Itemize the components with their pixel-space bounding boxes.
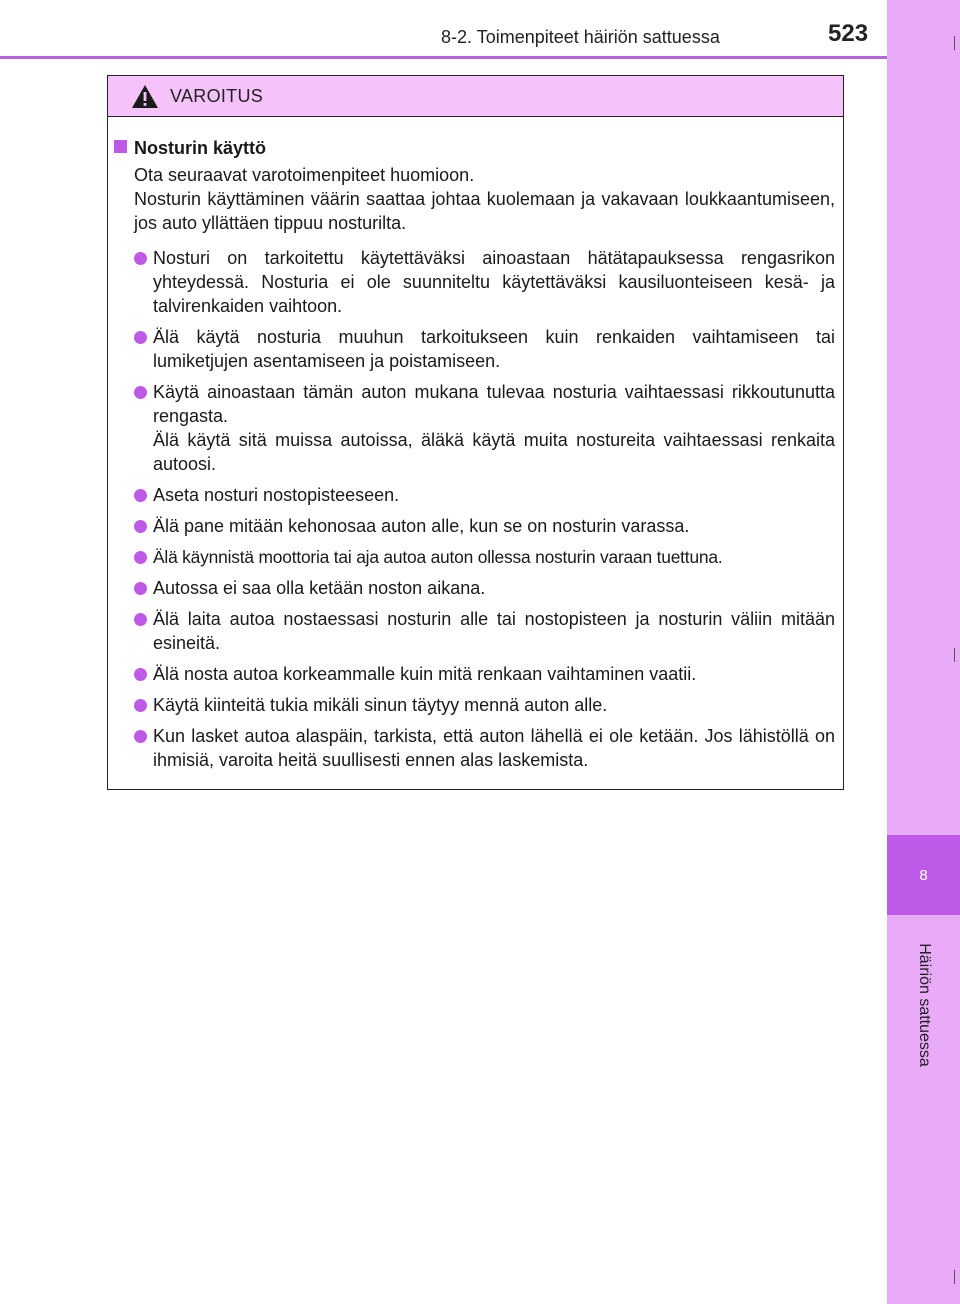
side-strip <box>887 0 960 1304</box>
section-title: 8-2. Toimenpiteet häiriön sattuessa <box>441 27 720 47</box>
list-item <box>108 662 843 686</box>
list-item <box>108 693 843 717</box>
warning-title: VAROITUS <box>170 86 264 106</box>
list-item-text: Aseta nosturi nostopisteeseen. <box>153 485 400 505</box>
bullet-dot-icon <box>134 582 147 595</box>
list-item-text: Käytä ainoastaan tämän auton mukana tulevaa nosturia vaihtaessasi rikkoutunutta rengasta. <box>153 382 835 426</box>
intro-line: Nosturin käyttäminen väärin saattaa johtaa kuolemaan ja vakavaan loukkaantumiseen, jos auto yllättäen tippuu nosturilta. <box>134 189 835 233</box>
list-item <box>108 483 843 507</box>
warning-header <box>108 76 843 117</box>
list-item-text: Älä nosta autoa korkeammalle kuin mitä renkaan vaihtaminen vaatii. <box>153 664 697 684</box>
list-item-text: Kun lasket autoa alaspäin, tarkista, että auton lähellä ei ole ketään. Jos lähistöllä on ihmisiä, varoita heitä suullisesti ennen alas laskemista. <box>153 726 835 770</box>
warning-content <box>108 136 843 772</box>
bullet-dot-icon <box>134 252 147 265</box>
bullet-dot-icon <box>134 699 147 712</box>
list-item-text: Älä laita autoa nostaessasi nosturin alle tai nostopisteen ja nosturin väliin mitään esineitä. <box>153 609 835 653</box>
list-item <box>108 325 843 373</box>
list-item <box>108 380 843 476</box>
warning-triangle-icon <box>131 84 159 109</box>
warning-heading-text: Nosturin käyttö <box>134 138 267 158</box>
list-item <box>108 576 843 600</box>
trim-mark <box>954 648 955 662</box>
list-item <box>108 607 843 655</box>
list-item-text: Älä käytä sitä muissa autoissa, äläkä käytä muita nostureita vaihtaessasi renkaita autoosi. <box>153 430 835 474</box>
list-item-text: Älä käytä nosturia muuhun tarkoitukseen kuin renkaiden vaihtamiseen tai lumiketjujen asentamiseen ja poistamiseen. <box>153 327 835 371</box>
bullet-dot-icon <box>134 331 147 344</box>
warning-box <box>107 75 844 790</box>
list-item <box>108 724 843 772</box>
bullet-dot-icon <box>134 386 147 399</box>
list-item-text: Älä pane mitään kehonosaa auton alle, kun se on nosturin varassa. <box>153 516 690 536</box>
bullet-dot-icon <box>134 613 147 626</box>
list-item <box>108 246 843 318</box>
bullet-dot-icon <box>134 551 147 564</box>
list-item <box>108 545 843 569</box>
list-item-text: Autossa ei saa olla ketään noston aikana. <box>153 578 486 598</box>
trim-mark <box>954 1270 955 1284</box>
intro-line: Ota seuraavat varotoimenpiteet huomioon. <box>134 165 475 185</box>
list-item <box>108 514 843 538</box>
page-number: 523 <box>828 20 869 47</box>
chapter-label-text: Häiriön sattuessa <box>915 943 933 1067</box>
header-rule <box>0 56 887 59</box>
chapter-label <box>887 920 960 1090</box>
bullet-dot-icon <box>134 520 147 533</box>
trim-mark <box>954 36 955 50</box>
bullet-dot-icon <box>134 730 147 743</box>
chapter-tab <box>887 835 960 915</box>
bullet-dot-icon <box>134 489 147 502</box>
warning-heading <box>108 136 843 160</box>
list-item-text: Nosturi on tarkoitettu käytettäväksi ainoastaan hätätapauksessa rengasrikon yhteydessä. Nosturia ei ole suunniteltu käytettäväksi kausiluonteiseen kesä- ja talvirenkaiden vaihtoon. <box>153 248 835 316</box>
square-bullet-icon <box>114 140 127 153</box>
list-item-text: Älä käynnistä moottoria tai aja autoa auton ollessa nosturin varaan tuettuna. <box>153 547 723 567</box>
warning-intro <box>108 163 843 235</box>
list-item-text: Käytä kiinteitä tukia mikäli sinun täytyy mennä auton alle. <box>153 695 608 715</box>
chapter-number: 8 <box>919 866 928 884</box>
bullet-dot-icon <box>134 668 147 681</box>
